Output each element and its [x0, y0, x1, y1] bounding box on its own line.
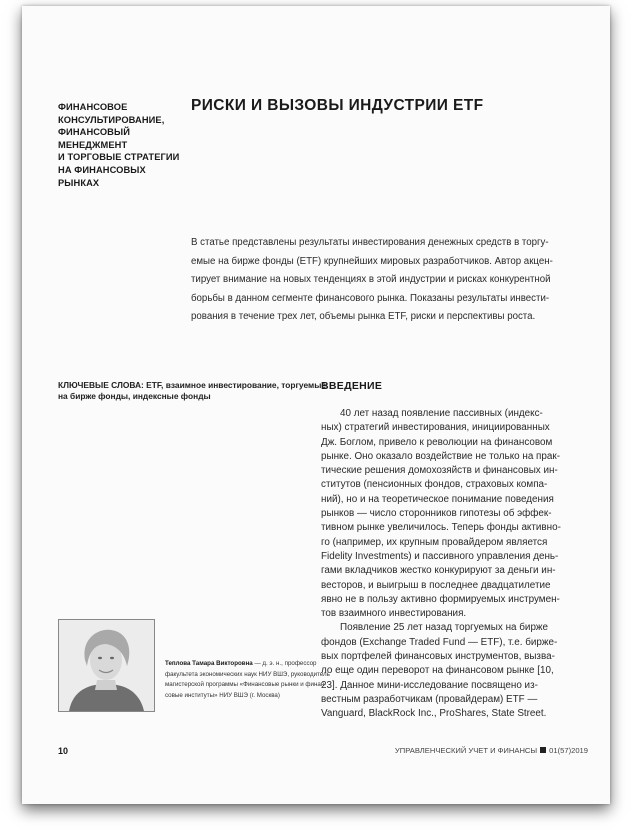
body-line: тивном рынке увеличилось. Теперь фонды активно-: [321, 522, 561, 534]
body-line: 23]. Данное мини-исследование посвящено из-: [321, 679, 538, 691]
author-photo: [58, 619, 155, 712]
abstract-line: рования в течение трех лет, объемы рынка ETF, риски и перспективы роста.: [191, 311, 536, 323]
body-line: Появление 25 лет назад торгуемых на бирже: [340, 622, 549, 634]
author-line: совые институты» НИУ ВШЭ (г. Москва): [165, 691, 280, 699]
body-line: тов взаимного инвестирования.: [321, 608, 467, 620]
rubric-line: И ТОРГОВЫЕ СТРАТЕГИИ: [58, 152, 180, 163]
author-line: — д. э. н., профессор: [252, 660, 317, 667]
body-line: фондов (Exchange Traded Fund — ETF), т.е. бирже-: [321, 636, 558, 648]
body-line: явно не в пользу активно формируемых инструмен-: [321, 593, 560, 605]
rubric: [58, 101, 183, 189]
abstract-line: тирует внимание на новых тенденциях в этой индустрии и рисках конкурентной: [191, 274, 551, 286]
abstract-line: емые на бирже фонды (ETF) крупнейших мировых разработчиков. Автор акцен-: [191, 255, 553, 267]
rubric-line: МЕНЕДЖМЕНТ: [58, 139, 128, 150]
body-line: Дж. Боглом, привело к революции на финансовом: [321, 436, 553, 448]
body-line: вых портфелей финансовых инструментов, вызва-: [321, 651, 555, 663]
keywords: [58, 380, 327, 402]
body-line: рынков — число сторонников гипотезы об эффек-: [321, 508, 552, 520]
body-line: Fidelity Investments) и пассивного управления день-: [321, 550, 559, 562]
body-line: весторов, и выигрыш в последнее двадцатилетие: [321, 579, 551, 591]
rubric-line: НА ФИНАНСОВЫХ: [58, 164, 146, 175]
body-line: гами вкладчиков жестко конкурируют за деньги ин-: [321, 565, 556, 577]
abstract-line: борьбы в данном сегменте финансового рынка. Показаны результаты инвести-: [191, 292, 550, 304]
body-line: ло еще один переворот на финансовом рынке [10,: [321, 665, 554, 677]
author-line: факультета экономических наук НИУ ВШЭ, руководитель: [165, 670, 330, 678]
body-line: вестным разработчикам (провайдерам) ETF —: [321, 693, 538, 705]
body-line: рынке. Оно оказало воздействие не только на прак-: [321, 450, 560, 462]
page-number: 10: [58, 746, 69, 756]
rubric-line: ФИНАНСОВОЕ: [58, 102, 128, 112]
keywords-line: на бирже фонды, индексные фонды: [58, 391, 211, 401]
body-text: [321, 407, 571, 722]
keywords-line: КЛЮЧЕВЫЕ СЛОВА: ETF, взаимное инвестирование, торгуемые: [58, 380, 327, 390]
article-title: РИСКИ И ВЫЗОВЫ ИНДУСТРИИ ETF: [191, 97, 484, 114]
rubric-line: ФИНАНСОВЫЙ: [58, 127, 130, 138]
journal-name: УПРАВЛЕНЧЕСКИЙ УЧЕТ И ФИНАНСЫ: [394, 746, 538, 755]
author-line: магистерской программы «Финансовые рынки и финан-: [165, 681, 327, 689]
body-line: ний), но и на теоретическое понимание поведения: [321, 493, 554, 505]
abstract: [191, 234, 585, 327]
rubric-line: КОНСУЛЬТИРОВАНИЕ,: [58, 114, 165, 125]
journal-issue: 01(57)2019: [549, 746, 588, 755]
square-separator-icon: [540, 747, 546, 753]
body-line: го (например, их крупным провайдером является: [321, 536, 548, 548]
body-line: ститутов (пенсионных фондов, страховых компа-: [321, 479, 548, 491]
author-info: [165, 659, 330, 701]
author-portrait-image: [59, 620, 154, 711]
body-line: ных) стратегий инвестирования, инициированных: [321, 422, 550, 434]
body-line: тические решения домохозяйств и финансовых ин-: [321, 465, 558, 477]
abstract-line: В статье представлены результаты инвестирования денежных средств в торгу-: [191, 237, 549, 248]
body-line: 40 лет назад появление пассивных (индекс-: [340, 408, 543, 419]
footer: [395, 746, 588, 755]
rubric-line: РЫНКАХ: [58, 177, 100, 188]
section-heading: ВВЕДЕНИЕ: [321, 380, 383, 392]
author-name: Теплова Тамара Викторовна: [165, 660, 253, 667]
body-line: Vanguard, BlackRock Inc., ProShares, State Street.: [321, 708, 547, 720]
